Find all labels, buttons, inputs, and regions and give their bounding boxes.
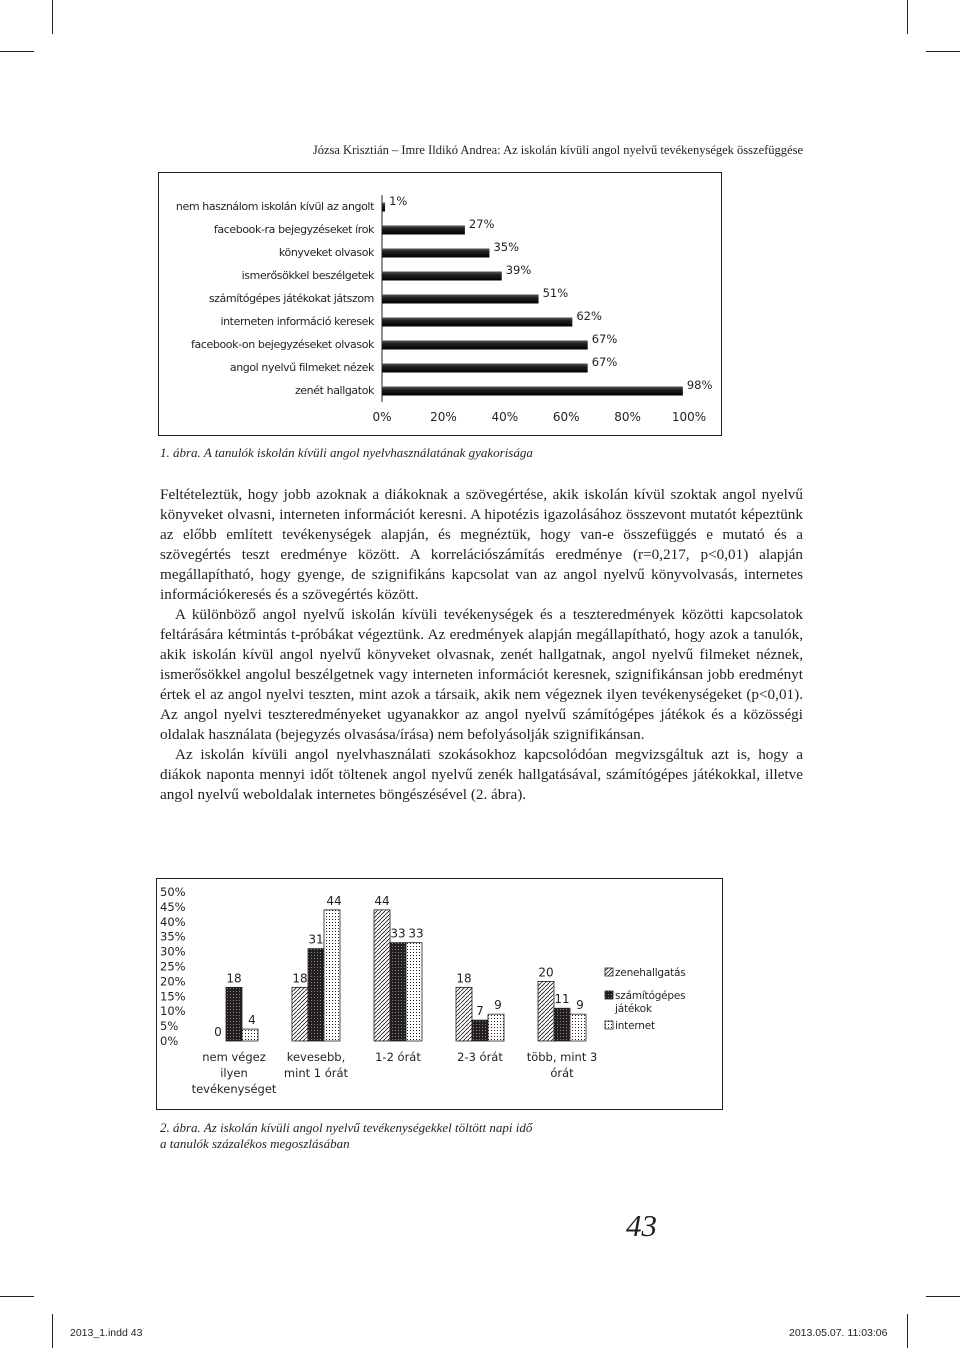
crop-mark [926, 1296, 960, 1297]
category-label: ismerősökkel beszélgetek [241, 269, 374, 282]
paragraph-2: A különböző angol nyelvű iskolán kívüli tevékenységek és a teszteredmények közötti kapcsolatok feltárására kétmintás t-próbákat végeztünk. Az eredmények alapján megállapítható, hogy azok a tanulók, akik iskolán kívül angol nyelvű könyveket olvasnak, zenét hallgatnak, angol nyelvű filmeket néznek, ismerősökkel angolul beszélgetnek vagy interneten információt keresnek, szignifikánsan jobb eredményt értek el az angol nyelvi teszten, mint azok a társaik, akik nem végeznek ilyen tevékenységeket (p<0,01). Az angol nyelvi teszteredményeket ugyanakkor az angol nyelvű számítógépes játékok és a közösségi oldalak használata (bejegyzés olvasása/írása) nem befolyásolják szignifikánsan. [160, 606, 803, 743]
bar [382, 272, 502, 281]
value-label: 67% [591, 332, 618, 346]
category-label: tevékenységet [191, 1082, 277, 1096]
legend-label: zenehallgatás [615, 967, 686, 979]
figure2-chart-svg [157, 879, 722, 1109]
category-label: 2-3 órát [457, 1050, 503, 1064]
running-head: Józsa Krisztián – Imre Ildikó Andrea: Az iskolán kívüli angol nyelvű tevékenységek összefüggése [312, 143, 803, 157]
y-tick-label: 35% [160, 929, 186, 944]
value-label: 20 [538, 965, 554, 980]
bar [226, 987, 242, 1041]
bar [472, 1020, 488, 1041]
value-label: 33 [390, 926, 406, 941]
value-label: 98% [686, 378, 713, 392]
bar [242, 1029, 258, 1041]
value-label: 35% [493, 240, 520, 254]
category-label: nem használom iskolán kívül az angolt [175, 200, 374, 213]
bar [382, 203, 385, 212]
bar [382, 249, 489, 258]
x-tick-label: 40% [491, 410, 519, 424]
x-tick-label: 60% [552, 410, 580, 424]
y-tick-label: 0% [160, 1034, 179, 1048]
crop-mark [0, 51, 34, 52]
value-label: 31 [308, 932, 324, 947]
paragraph-1: Feltételeztük, hogy jobb azoknak a diákoknak a szövegértése, akik iskolán kívül szoktak angol nyelvű könyveket olvasni, interneten információt keresni. A hipotézis igazolásához összevont mutatót képeztünk az előbb említett tevékenységek alapján, és megnéztük, hogy van-e összefüggés e mutató és a szövegértés teszt eredménye között. A korrelációszámítás eredménye (r=0,217, p<0,01) alapján megállapítható, hogy gyenge, de szignifikáns kapcsolat van az angol nyelvű könyvolvasás, internetes információkeresés és a szövegértés között. [160, 486, 803, 603]
page-number: 43 [626, 1208, 657, 1243]
bar [382, 226, 465, 235]
value-label: 44 [326, 893, 342, 908]
bar [570, 1014, 586, 1041]
category-label: számítógépes játékokat játszom [208, 292, 374, 305]
y-tick-label: 30% [160, 944, 186, 959]
category-label: facebook-on bejegyzéseket olvasok [191, 338, 374, 351]
bar [382, 341, 588, 350]
figure2-caption [160, 1120, 532, 1152]
figure2-chart [156, 878, 723, 1110]
legend-swatch [605, 991, 613, 999]
footer-timestamp: 2013.05.07. 11:03:06 [789, 1327, 888, 1339]
y-tick-label: 25% [160, 959, 186, 974]
x-tick-label: 100% [671, 410, 707, 424]
category-label: zenét hallgatok [294, 384, 374, 397]
category-label: kevesebb, [286, 1050, 346, 1064]
bar [554, 1008, 570, 1041]
value-label: 44 [374, 893, 390, 908]
figure2-caption-line1: 2. ábra. Az iskolán kívüli angol nyelvű tevékenységekkel töltött napi idő [160, 1120, 533, 1135]
y-tick-label: 15% [160, 989, 186, 1004]
legend-swatch [605, 968, 613, 976]
category-label: könyveket olvasok [278, 246, 374, 259]
category-label: 1-2 órát [375, 1050, 421, 1064]
category-label: angol nyelvű filmeket nézek [229, 361, 374, 374]
value-label: 67% [591, 355, 618, 369]
legend-label: játékok [615, 1003, 652, 1015]
bar [374, 910, 390, 1041]
value-label: 27% [468, 217, 495, 231]
value-label: 4 [248, 1013, 256, 1028]
bar [382, 387, 683, 396]
bar [292, 987, 308, 1041]
y-tick-label: 50% [160, 885, 186, 899]
x-tick-label: 20% [430, 410, 457, 424]
figure1-caption: 1. ábra. A tanulók iskolán kívüli angol nyelvhasználatának gyakorisága [160, 445, 533, 460]
category-label: nem végez [202, 1050, 266, 1064]
value-label: 9 [494, 998, 502, 1013]
value-label: 62% [576, 309, 602, 323]
legend-swatch [605, 1021, 613, 1029]
category-label: több, mint 3 [526, 1050, 598, 1064]
bar [308, 949, 324, 1041]
figure1-chart-svg [159, 173, 721, 435]
bar [406, 943, 422, 1041]
bar [488, 1014, 504, 1041]
crop-mark [907, 1314, 908, 1348]
bar [382, 295, 539, 304]
category-label: interneten információ keresek [220, 315, 374, 328]
value-label: 18 [456, 971, 472, 986]
crop-mark [907, 0, 908, 34]
x-tick-label: 0% [372, 410, 392, 424]
category-label: facebook-ra bejegyzéseket írok [213, 223, 374, 236]
value-label: 7 [476, 1004, 484, 1019]
crop-mark [926, 51, 960, 52]
bar [324, 910, 340, 1041]
value-label: 0 [214, 1025, 222, 1039]
y-tick-label: 10% [160, 1004, 186, 1019]
bar [390, 943, 406, 1041]
legend-label: számítógépes [615, 990, 686, 1002]
bar [382, 318, 572, 327]
y-tick-label: 45% [160, 899, 186, 914]
crop-mark [0, 1296, 34, 1297]
value-label: 18 [292, 971, 308, 986]
category-label: mint 1 órát [283, 1066, 349, 1080]
legend-label: internet [615, 1020, 655, 1032]
y-tick-label: 40% [160, 914, 186, 929]
footer-file: 2013_1.indd 43 [70, 1327, 143, 1339]
value-label: 33 [408, 926, 424, 941]
value-label: 11 [554, 992, 570, 1007]
category-label: órát [550, 1066, 574, 1080]
bar [538, 981, 554, 1041]
value-label: 18 [226, 971, 242, 986]
body-text [160, 485, 803, 805]
x-tick-label: 80% [614, 410, 641, 424]
crop-mark [52, 0, 53, 34]
value-label: 9 [576, 998, 584, 1013]
paragraph-3: Az iskolán kívüli angol nyelvhasználati szokásokhoz kapcsolódóan megvizsgáltuk azt is, hogy a diákok naponta mennyi időt töltenek angol nyelvű zenék hallgatásával, számítógépes játékokkal, illetve angol nyelvű weboldalak internetes böngészésével (2. ábra). [160, 746, 803, 803]
y-tick-label: 5% [160, 1019, 179, 1034]
value-label: 1% [389, 194, 408, 208]
y-tick-label: 20% [160, 974, 186, 989]
figure1-chart [158, 172, 722, 436]
value-label: 39% [505, 263, 532, 277]
figure2-caption-line2: a tanulók százalékos megoszlásában [160, 1136, 350, 1151]
bar [382, 364, 588, 373]
bar [456, 987, 472, 1041]
crop-mark [52, 1314, 53, 1348]
category-label: ilyen [220, 1066, 248, 1080]
value-label: 51% [542, 286, 569, 300]
